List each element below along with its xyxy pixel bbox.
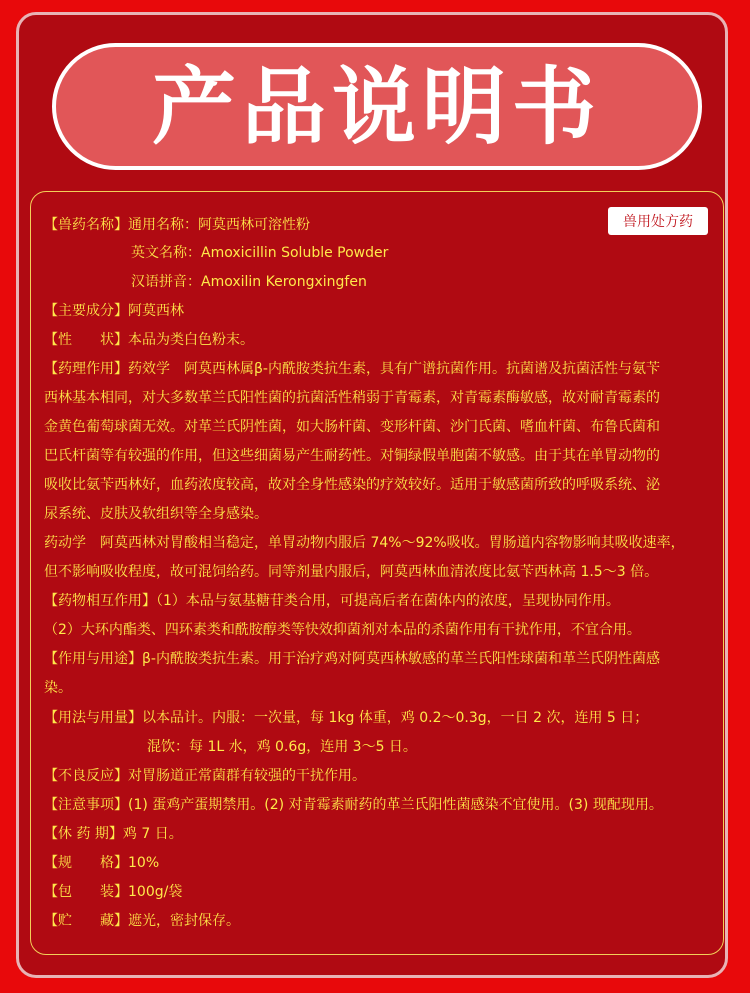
line-pharmacokinetics-2: 但不影响吸收程度，故可混饲给药。同等剂量内服后，阿莫西林血清浓度比氨苄西林高 1.5～3 倍。 bbox=[44, 564, 659, 580]
line-dosage-oral: 【用法与用量】以本品计。内服：一次量，每 1kg 体重，鸡 0.2～0.3g，一日 2 次，连用 5 日； bbox=[44, 710, 649, 726]
line-pharmacology-2: 西林基本相同，对大多数革兰氏阳性菌的抗菌活性稍弱于青霉素，对青霉素酶敏感，故对耐青霉素的 bbox=[44, 390, 660, 406]
line-pharmacokinetics-1: 药动学 阿莫西林对胃酸相当稳定，单胃动物内服后 74%～92%吸收。胃肠道内容物影响其吸收速率， bbox=[44, 535, 685, 551]
line-specification: 【规 格】10% bbox=[44, 855, 160, 871]
line-pharmacology-3: 金黄色葡萄球菌无效。对革兰氏阴性菌，如大肠杆菌、变形杆菌、沙门氏菌、嗜血杆菌、布鲁氏菌和 bbox=[44, 419, 660, 435]
line-pharmacology-6: 尿系统、皮肤及软组织等全身感染。 bbox=[44, 506, 268, 522]
line-pinyin-name: 汉语拼音：Amoxilin Kerongxingfen bbox=[131, 274, 367, 290]
line-withdrawal-period: 【休 药 期】鸡 7 日。 bbox=[44, 826, 183, 842]
line-adverse-reactions: 【不良反应】对胃肠道正常菌群有较强的干扰作用。 bbox=[44, 768, 366, 784]
line-precautions: 【注意事项】(1) 蛋鸡产蛋期禁用。(2) 对青霉素耐药的革兰氏阳性菌感染不宜使用。(3) 现配现用。 bbox=[44, 797, 663, 813]
line-drug-name: 【兽药名称】通用名称：阿莫西林可溶性粉 bbox=[44, 217, 310, 233]
line-storage: 【贮 藏】遮光，密封保存。 bbox=[44, 913, 240, 929]
line-interactions-2: （2）大环内酯类、四环素类和酰胺醇类等快效抑菌剂对本品的杀菌作用有干扰作用，不宜合用。 bbox=[44, 622, 641, 638]
line-pharmacology-5: 吸收比氨苄西林好，血药浓度较高，故对全身性感染的疗效较好。适用于敏感菌所致的呼吸系统、泌 bbox=[44, 477, 660, 493]
line-dosage-drinking: 混饮：每 1L 水，鸡 0.6g，连用 3～5 日。 bbox=[147, 739, 417, 755]
line-pharmacology-4: 巴氏杆菌等有较强的作用，但这些细菌易产生耐药性。对铜绿假单胞菌不敏感。由于其在单胃动物的 bbox=[44, 448, 660, 464]
title-banner bbox=[52, 43, 702, 170]
line-indications-1: 【作用与用途】β-内酰胺类抗生素。用于治疗鸡对阿莫西林敏感的革兰氏阳性球菌和革兰氏阴性菌感 bbox=[44, 651, 660, 667]
line-english-name: 英文名称：Amoxicillin Soluble Powder bbox=[131, 245, 389, 261]
prescription-badge: 兽用处方药 bbox=[608, 207, 708, 235]
line-main-ingredient: 【主要成分】阿莫西林 bbox=[44, 303, 184, 319]
line-appearance: 【性 状】本品为类白色粉末。 bbox=[44, 332, 254, 348]
line-package: 【包 装】100g/袋 bbox=[44, 884, 183, 900]
line-indications-2: 染。 bbox=[44, 680, 72, 696]
line-pharmacology-1: 【药理作用】药效学 阿莫西林属β-内酰胺类抗生素，具有广谱抗菌作用。抗菌谱及抗菌活性与氨苄 bbox=[44, 361, 660, 377]
page-title: 产品说明书 bbox=[151, 57, 602, 156]
line-interactions-1: 【药物相互作用】（1）本品与氨基糖苷类合用，可提高后者在菌体内的浓度，呈现协同作用。 bbox=[44, 593, 620, 609]
